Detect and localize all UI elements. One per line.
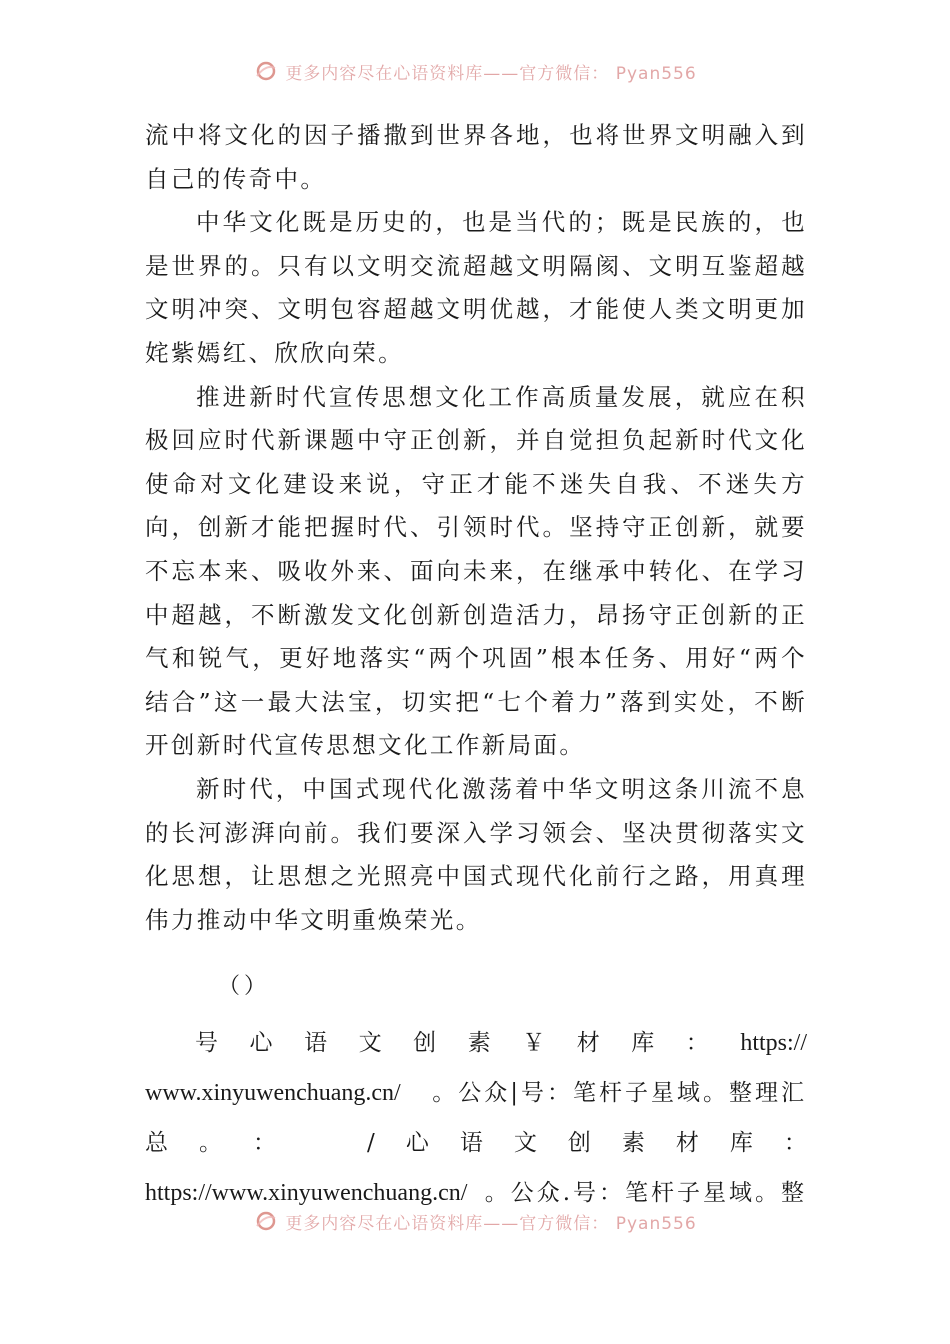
- paragraph: 推进新时代宣传思想文化工作高质量发展，就应在积极回应时代新课题中守正创新，并自觉担负起新时代文化使命对文化建设来说，守正才能不迷失自我、不迷失方向，创新才能把握时代、引领时代。坚持守正创新，就要不忘本来、吸收外来、面向未来，在继承中转化、在学习中超越，不断激发文化创新创造活力，昂扬守正创新的正气和锐气，更好地落实“两个巩固”根本任务、用好“两个结合”这一最大法宝，切实把“七个着力”落到实处，不断开创新时代宣传思想文化工作新局面。: [145, 382, 807, 760]
- source-token: 库: [729, 1130, 753, 1157]
- source-note: [145, 1018, 807, 1218]
- source-url[interactable]: https://www.xinyuwenchuang.cn/: [145, 1180, 468, 1207]
- source-line-3: [145, 1118, 807, 1168]
- document-body: [145, 114, 807, 1218]
- source-token: 材: [675, 1130, 699, 1157]
- source-token: 创: [567, 1130, 591, 1157]
- source-text: 。公众.号：笔杆子星域。整: [484, 1180, 807, 1207]
- paragraph: 新时代，中国式现代化激荡着中华文明这条川流不息的长河澎湃向前。我们要深入学习领会、坚决贯彻落实文化思想，让思想之光照亮中国式现代化前行之路，用真理伟力推动中华文明重焕荣光。: [145, 774, 807, 934]
- source-line-1: [145, 1018, 807, 1068]
- source-token: 心: [249, 1030, 273, 1057]
- source-token: 总: [145, 1130, 168, 1157]
- empty-parentheses: （）: [218, 974, 271, 1000]
- logo-icon: [253, 60, 279, 82]
- source-token: 文: [513, 1130, 537, 1157]
- source-token: ：: [253, 1130, 277, 1157]
- source-url-prefix[interactable]: https://: [740, 1030, 807, 1057]
- source-token: ￥: [522, 1030, 546, 1057]
- source-token: ：: [685, 1030, 709, 1057]
- logo-icon: [253, 1210, 279, 1232]
- source-token: 心: [405, 1130, 429, 1157]
- source-token: 材: [576, 1030, 600, 1057]
- source-token: 素: [621, 1130, 645, 1157]
- watermark-text: 更多内容尽在心语资料库——官方微信： Pyan556: [285, 1213, 697, 1234]
- source-line-2: [145, 1068, 807, 1118]
- watermark-text: 更多内容尽在心语资料库——官方微信： Pyan556: [285, 63, 697, 84]
- source-token: 语: [459, 1130, 483, 1157]
- footer-watermark: [0, 1206, 950, 1236]
- source-token: ：: [783, 1130, 807, 1157]
- paragraph: 中华文化既是历史的，也是当代的；既是民族的，也是世界的。只有以文明交流超越文明隔阂、文明互鉴超越文明冲突、文明包容超越文明优越，才能使人类文明更加姹紫嫣红、欣欣向荣。: [145, 208, 807, 367]
- source-text: 。公众|号：笔杆子星域。整理汇: [432, 1080, 807, 1107]
- source-token: 创: [413, 1030, 437, 1057]
- source-token: /: [367, 1130, 375, 1157]
- source-token: 素: [467, 1030, 491, 1057]
- source-token: 库: [631, 1030, 655, 1057]
- source-url[interactable]: www.xinyuwenchuang.cn/: [145, 1080, 401, 1107]
- source-token: 文: [358, 1030, 382, 1057]
- source-token: 语: [304, 1030, 328, 1057]
- header-watermark: [0, 56, 950, 86]
- paragraph: 流中将文化的因子播撒到世界各地，也将世界文明融入到自己的传奇中。: [145, 121, 807, 193]
- source-token: 号: [195, 1030, 218, 1057]
- source-token: 。: [199, 1130, 223, 1157]
